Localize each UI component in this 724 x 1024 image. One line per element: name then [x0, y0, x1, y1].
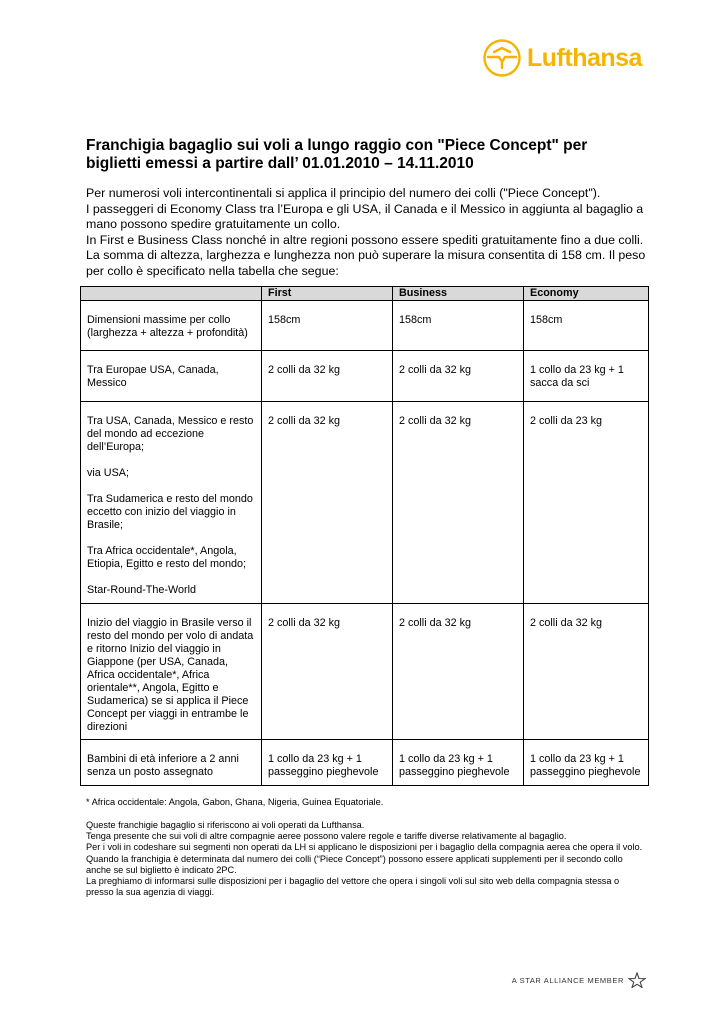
row-label: Tra Europae USA, Canada, Messico [81, 351, 262, 402]
label-paragraph: via USA; [87, 467, 130, 479]
lufthansa-logo [482, 38, 642, 78]
cell-economy: 158cm [524, 301, 649, 351]
table-row [81, 740, 649, 786]
row-label: Dimensioni massime per collo (larghezza + altezza + profondità) [81, 301, 262, 351]
alliance-text: A STAR ALLIANCE MEMBER [511, 975, 624, 985]
table-row [81, 604, 649, 740]
header-economy: Economy [524, 287, 649, 301]
cell-business: 2 colli da 32 kg [393, 402, 524, 604]
cell-first: 2 colli da 32 kg [262, 402, 393, 604]
note-line: La preghiamo di informarsi sulle disposizioni per i bagaglio del vettore che opera i singoli voli sul sito web della compagnia stessa o presso la sua agenzia di viaggi. [86, 876, 620, 898]
star-alliance-badge [512, 972, 646, 988]
table-row [81, 351, 649, 402]
note-line: Per i voli in codeshare sui segmenti non operati da LH si applicano le disposizioni per i bagaglio della compagnia aerea che opera il volo. [86, 842, 643, 853]
cell-first: 2 colli da 32 kg [262, 351, 393, 402]
cell-first: 1 collo da 23 kg + 1 passeggino pieghevole [262, 740, 393, 786]
table-row [81, 402, 649, 604]
label-paragraph: Tra USA, Canada, Messico e resto del mondo ad eccezione dell’Europa; [87, 415, 254, 453]
cell-business: 1 collo da 23 kg + 1 passeggino pieghevole [393, 740, 524, 786]
label-paragraph: Tra Sudamerica e resto del mondo eccetto con inizio del viaggio in Brasile; [87, 493, 253, 531]
intro-paragraph: Per numerosi voli intercontinentali si applica il principio del numero dei colli ("Piece Concept"). [86, 186, 601, 200]
cell-economy: 2 colli da 23 kg [524, 402, 649, 604]
cell-economy: 1 collo da 23 kg + 1 passeggino pieghevole [524, 740, 649, 786]
note-line: Tenga presente che sui voli di altre compagnie aeree possono valere regole e tariffe diverse relativamente al bagaglio. [86, 831, 567, 842]
notes [86, 820, 646, 898]
header-blank [81, 287, 262, 301]
brand-name: Lufthansa [527, 43, 642, 72]
label-paragraph: Tra Africa occidentale*, Angola, Etiopia, Egitto e resto del mondo; [87, 545, 247, 570]
table-row [81, 301, 649, 351]
page-title: Franchigia bagaglio sui voli a lungo raggio con "Piece Concept" per biglietti emessi a partire dall’ 01.01.2010 – 14.11.2010 [86, 137, 588, 172]
header-first: First [262, 287, 393, 301]
cell-business: 158cm [393, 301, 524, 351]
baggage-allowance-table [80, 286, 649, 786]
note-line: Queste franchigie bagaglio si riferiscono ai voli operati da Lufthansa. [86, 820, 365, 830]
cell-economy: 2 colli da 32 kg [524, 604, 649, 740]
intro-text [86, 186, 646, 279]
note-line: Quando la franchigia è determinata dal numero dei colli (“Piece Concept”) possono essere applicati supplementi per il secondo collo anche se sul biglietto è indicato 2PC. [86, 853, 623, 875]
label-paragraph: Star-Round-The-World [87, 584, 197, 596]
intro-paragraph: In First e Business Class nonché in altre regioni possono essere spediti gratuitamente fino a due colli. La somma di altezza, larghezza e lunghezza non può superare la misura consentita di 158 cm. Il peso per collo è specificato nella tabella che segue: [86, 232, 646, 278]
cell-economy: 1 collo da 23 kg + 1 sacca da sci [524, 351, 649, 402]
header-business: Business [393, 287, 524, 301]
cell-first: 2 colli da 32 kg [262, 604, 393, 740]
intro-paragraph: I passeggeri di Economy Class tra l’Europa e gli USA, il Canada e il Messico in aggiunta al bagaglio a mano possono spedire gratuitamente un collo. [86, 201, 644, 231]
crane-icon [482, 38, 522, 78]
table-header-row [81, 287, 649, 301]
star-alliance-icon [628, 972, 646, 988]
cell-business: 2 colli da 32 kg [393, 604, 524, 740]
cell-business: 2 colli da 32 kg [393, 351, 524, 402]
row-label: Inizio del viaggio in Brasile verso il resto del mondo per volo di andata e ritorno Inizio del viaggio in Giappone (per USA, Canada, Africa occidentale*, Africa orientale**, Angola, Egitto e Sudamerica) se si applica il Piece Concept per viaggi in entrambe le direzioni [81, 604, 262, 740]
footnote: * Africa occidentale: Angola, Gabon, Ghana, Nigeria, Guinea Equatoriale. [86, 797, 384, 807]
cell-first: 158cm [262, 301, 393, 351]
row-label [81, 402, 262, 604]
row-label: Bambini di età inferiore a 2 anni senza un posto assegnato [81, 740, 262, 786]
